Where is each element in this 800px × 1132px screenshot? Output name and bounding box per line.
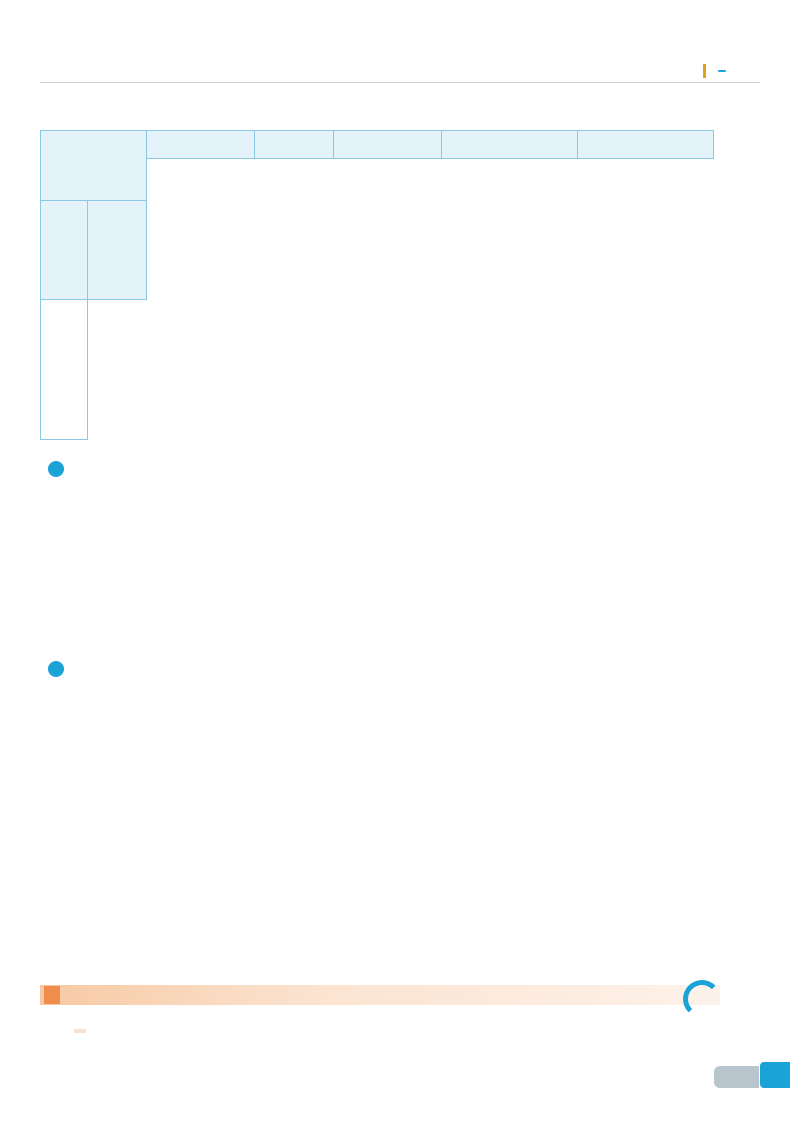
- section-heading-1: [48, 461, 72, 477]
- divider-bar: [703, 64, 706, 78]
- group-header: [146, 131, 254, 159]
- question-tag: [74, 1029, 86, 1033]
- legend-cell: [41, 131, 147, 201]
- practice-banner: [40, 985, 720, 1005]
- page-number: [714, 1066, 759, 1088]
- module-cell: [41, 299, 88, 439]
- running-head: [697, 64, 726, 78]
- section-heading-2: [48, 661, 72, 677]
- page-edge-tab: [760, 1062, 790, 1088]
- group-header: [334, 131, 442, 159]
- column-header-task: [87, 201, 146, 299]
- header-rule: [40, 82, 760, 83]
- column-header-module: [41, 201, 88, 299]
- group-header: [578, 131, 714, 159]
- decorative-arc: [683, 980, 721, 1018]
- practice-question: [74, 1029, 96, 1033]
- publisher-logo: [718, 70, 726, 72]
- practice-label: [44, 986, 60, 1004]
- group-header: [254, 131, 334, 159]
- section-number-badge: [48, 461, 64, 477]
- responsibility-matrix-table: [40, 130, 714, 440]
- section-number-badge: [48, 661, 64, 677]
- group-header: [442, 131, 578, 159]
